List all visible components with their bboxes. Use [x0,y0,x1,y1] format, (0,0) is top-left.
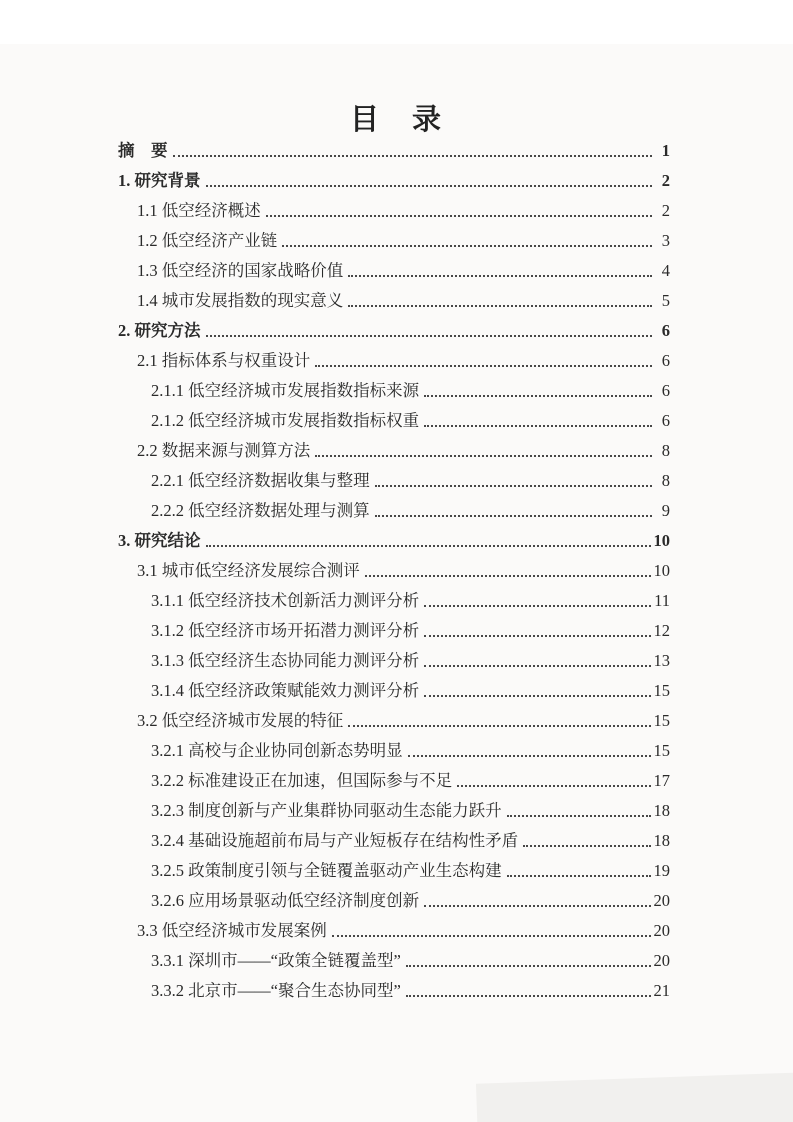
toc-entry-page: 15 [653,711,670,731]
dot-leader [206,335,653,337]
toc-entry [118,371,670,401]
toc-entry-label: 3.2.1 高校与企业协同创新态势明显 [151,741,403,761]
toc-entry-label: 2.2.2 低空经济数据处理与测算 [151,501,370,521]
watermark-smudge [476,1072,793,1122]
toc-entry [118,761,670,791]
dot-leader [266,215,652,217]
toc-entry-label: 1.4 城市发展指数的现实意义 [137,291,344,311]
toc-entry-label: 3.2 低空经济城市发展的特征 [137,711,344,731]
toc-entry-page: 3 [661,231,670,251]
toc-entry-page: 12 [653,621,670,641]
toc-entry-label: 3.3.1 深圳市——“政策全链覆盖型” [151,951,401,971]
dot-leader [406,965,651,967]
toc-entry-page: 8 [661,471,670,491]
toc-entry [118,941,670,971]
toc-entry-page: 20 [653,951,670,971]
toc-entry [118,641,670,671]
dot-leader [173,155,653,157]
dot-leader [507,875,651,877]
toc-entry-label: 3. 研究结论 [118,531,201,551]
toc-entry [118,311,670,341]
toc-entry [118,851,670,881]
toc-entry [118,791,670,821]
toc-entry-label: 3.2.5 政策制度引领与全链覆盖驱动产业生态构建 [151,861,502,881]
dot-leader [424,905,650,907]
toc-entry-label: 1. 研究背景 [118,171,201,191]
toc-entry-page: 9 [661,501,670,521]
toc-entry-page: 8 [661,441,670,461]
toc-entry [118,251,670,281]
toc-entry-label: 2. 研究方法 [118,321,201,341]
toc-entry [118,731,670,761]
toc-entry [118,701,670,731]
toc-entry [118,881,670,911]
page-title: 目 录 [349,104,443,136]
toc-entry-page: 10 [653,561,670,581]
toc-entry-page: 18 [653,801,670,821]
toc-entry [118,221,670,251]
toc-entry [118,971,670,1001]
dot-leader [424,635,650,637]
dot-leader [282,245,652,247]
toc-entry-page: 17 [653,771,670,791]
toc-entry [118,521,670,551]
toc-entry [118,281,670,311]
toc-entry-label: 3.3 低空经济城市发展案例 [137,921,327,941]
toc-entry-label: 3.1.3 低空经济生态协同能力测评分析 [151,651,420,671]
dot-leader [523,845,650,847]
toc-entry-page: 1 [661,141,670,161]
toc-entry-page: 10 [653,531,670,551]
toc-entry-page: 2 [661,171,670,191]
dot-leader [348,305,652,307]
toc-entry [118,911,670,941]
toc-entry-page: 19 [653,861,670,881]
toc-entry [118,461,670,491]
dot-leader [315,365,652,367]
toc-entry [118,581,670,611]
toc-entry-label: 2.1.2 低空经济城市发展指数指标权重 [151,411,420,431]
toc-entry-label: 1.2 低空经济产业链 [137,231,278,251]
toc-entry [118,401,670,431]
toc-entry-label: 2.2 数据来源与测算方法 [137,441,311,461]
toc-entry [118,611,670,641]
toc-entry-label: 3.2.3 制度创新与产业集群协同驱动生态能力跃升 [151,801,502,821]
toc-entry-page: 21 [653,981,670,1001]
dot-leader [424,665,650,667]
toc-entry-label: 3.1.2 低空经济市场开拓潜力测评分析 [151,621,420,641]
toc-entry [118,131,670,161]
toc-entry-page: 5 [661,291,670,311]
toc-entry-label: 2.1.1 低空经济城市发展指数指标来源 [151,381,420,401]
dot-leader [507,815,651,817]
toc-entry [118,671,670,701]
toc-entry [118,161,670,191]
dot-leader [424,425,652,427]
toc-entry-label: 3.1 城市低空经济发展综合测评 [137,561,360,581]
dot-leader [332,935,651,937]
dot-leader [348,275,652,277]
toc-entry-page: 20 [653,921,670,941]
dot-leader [365,575,651,577]
dot-leader [408,755,651,757]
toc-entry-label: 3.2.2 标准建设正在加速，但国际参与不足 [151,771,453,791]
toc-entry-page: 6 [661,321,670,341]
toc-entry [118,551,670,581]
toc-entry-page: 20 [653,891,670,911]
toc-entry-page: 6 [661,411,670,431]
toc-entry [118,341,670,371]
toc-entry-label: 2.2.1 低空经济数据收集与整理 [151,471,370,491]
toc-entry-page: 4 [661,261,670,281]
dot-leader [206,545,651,547]
toc-entry-page: 6 [661,381,670,401]
toc-entry-label: 摘 要 [118,141,168,161]
toc-entry-page: 18 [653,831,670,851]
dot-leader [406,995,651,997]
toc-entry-page: 6 [661,351,670,371]
dot-leader [424,395,652,397]
toc-entry [118,491,670,521]
dot-leader [375,485,652,487]
scan-edge-strip [0,0,793,44]
dot-leader [457,785,650,787]
dot-leader [424,695,650,697]
dot-leader [206,185,653,187]
toc-entry [118,821,670,851]
toc-entry-label: 2.1 指标体系与权重设计 [137,351,311,371]
dot-leader [348,725,650,727]
toc-entry-label: 1.1 低空经济概述 [137,201,261,221]
toc-entry-label: 3.2.4 基础设施超前布局与产业短板存在结构性矛盾 [151,831,519,851]
toc-entry-page: 11 [654,591,670,611]
dot-leader [424,605,651,607]
toc-entry [118,191,670,221]
table-of-contents [118,131,670,1001]
toc-entry-page: 15 [653,681,670,701]
toc-entry-page: 15 [653,741,670,761]
toc-entry-label: 3.1.4 低空经济政策赋能效力测评分析 [151,681,420,701]
toc-entry-label: 3.2.6 应用场景驱动低空经济制度创新 [151,891,420,911]
toc-entry-label: 1.3 低空经济的国家战略价值 [137,261,344,281]
toc-entry-page: 13 [653,651,670,671]
toc-entry-label: 3.3.2 北京市——“聚合生态协同型” [151,981,401,1001]
toc-entry-label: 3.1.1 低空经济技术创新活力测评分析 [151,591,420,611]
toc-entry-page: 2 [661,201,670,221]
dot-leader [315,455,652,457]
toc-entry [118,431,670,461]
dot-leader [375,515,652,517]
